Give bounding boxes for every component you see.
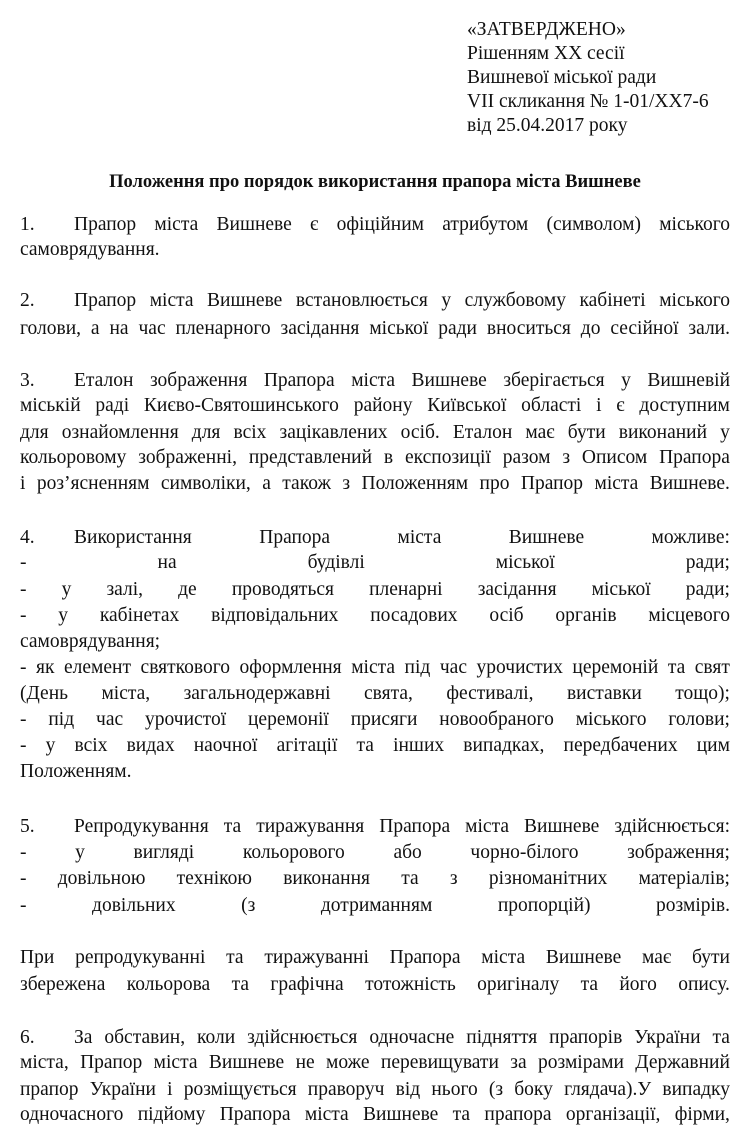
- paragraph-text: Використання Прапора міста Вишневе можливе:: [74, 527, 730, 548]
- paragraph-text: Еталон зображення Прапора міста Вишневе зберігається у Вишневій: [74, 370, 730, 391]
- paragraph-text: Прапор міста Вишневе є офіційним атрибутом (символом) міського: [74, 214, 730, 235]
- document-title: Положення про порядок використання прапора міста Вишневе: [109, 172, 641, 192]
- approval-council: Вишневої міської ради: [467, 67, 657, 88]
- list-item-technique: - довільною технікою виконання та з різноманітних матеріалів;: [20, 868, 730, 889]
- list-item-decoration: - як елемент святкового оформлення міста під час урочистих церемоній та свят: [20, 657, 730, 678]
- paragraph-2-line-1: [20, 289, 730, 313]
- paragraph-3-line-3: для ознайомлення для всіх зацікавлених осіб. Еталон має бути виконаний у: [20, 422, 730, 443]
- paragraph-6-line-1: [20, 1026, 730, 1050]
- list-item-agitation: - у всіх видах наочної агітації та інших випадках, передбачених цим: [20, 735, 730, 756]
- paragraph-3-line-1: [20, 369, 730, 393]
- paragraph-text: За обставин, коли здійснюється одночасне підняття прапорів України та: [74, 1027, 730, 1048]
- approval-date: від 25.04.2017 року: [467, 115, 628, 136]
- list-item-offices: - у кабінетах відповідальних посадових осіб органів місцевого: [20, 605, 730, 626]
- paragraph-text: Прапор міста Вишневе встановлюється у службовому кабінеті міського: [74, 290, 730, 311]
- approval-heading: «ЗАТВЕРДЖЕНО»: [467, 19, 626, 40]
- paragraph-1-line-2: самоврядування.: [20, 239, 160, 260]
- paragraph-6-line-3: прапор України і розміщується праворуч від нього (з боку глядача).У випадку: [20, 1079, 730, 1100]
- paragraph-2-line-2: голови, а на час пленарного засідання міської ради вноситься до сесійної зали.: [20, 318, 730, 339]
- paragraph-number: 2.: [20, 290, 35, 311]
- paragraph-4-line-1: [20, 526, 730, 550]
- paragraph-3-line-2: міській раді Києво-Святошинського району Київської області і є доступним: [20, 395, 730, 416]
- paragraph-number: 4.: [20, 527, 35, 548]
- approval-convocation: VII скликання № 1-01/ХХ7-6: [467, 91, 709, 112]
- paragraph-3-line-4: кольоровому зображенні, представлений в експозиції разом з Описом Прапора: [20, 447, 730, 468]
- paragraph-5b-line-1: При репродукуванні та тиражуванні Прапора міста Вишневе має бути: [20, 947, 730, 968]
- list-item-oath: - під час урочистої церемонії присяги новообраного міського голови;: [20, 709, 730, 730]
- paragraph-5b-line-2: збережена кольорова та графічна тотожність оригіналу та його опису.: [20, 974, 730, 995]
- list-item-decoration-cont: (День міста, загальнодержавні свята, фестивалі, виставки тощо);: [20, 683, 730, 704]
- paragraph-6-line-2: міста, Прапор міста Вишневе не може перевищувати за розмірами Державний: [20, 1052, 730, 1073]
- paragraph-3-line-5: і роз’ясненням символіки, а також з Положенням про Прапор міста Вишневе.: [20, 473, 730, 494]
- list-item-sizes: - довільних (з дотриманням пропорцій) розмірів.: [20, 895, 730, 916]
- list-item-offices-cont: самоврядування;: [20, 631, 161, 652]
- paragraph-number: 3.: [20, 370, 35, 391]
- approval-decision: Рішенням ХХ сесії: [467, 43, 625, 64]
- paragraph-number: 5.: [20, 816, 35, 837]
- paragraph-1-line-1: [20, 213, 730, 237]
- list-item-agitation-cont: Положенням.: [20, 761, 132, 782]
- paragraph-text: Репродукування та тиражування Прапора міста Вишневе здійснюється:: [74, 816, 730, 837]
- list-item-image: - у вигляді кольорового або чорно-білого зображення;: [20, 842, 730, 863]
- list-item-building: - на будівлі міської ради;: [20, 552, 730, 573]
- paragraph-number: 1.: [20, 214, 35, 235]
- approval-stamp: [467, 18, 709, 138]
- paragraph-6-line-4: одночасного підйому Прапора міста Вишневе та прапора організації, фірми,: [20, 1104, 730, 1125]
- list-item-hall: - у залі, де проводяться пленарні засідання міської ради;: [20, 579, 730, 600]
- paragraph-5-line-1: [20, 815, 730, 839]
- paragraph-number: 6.: [20, 1027, 35, 1048]
